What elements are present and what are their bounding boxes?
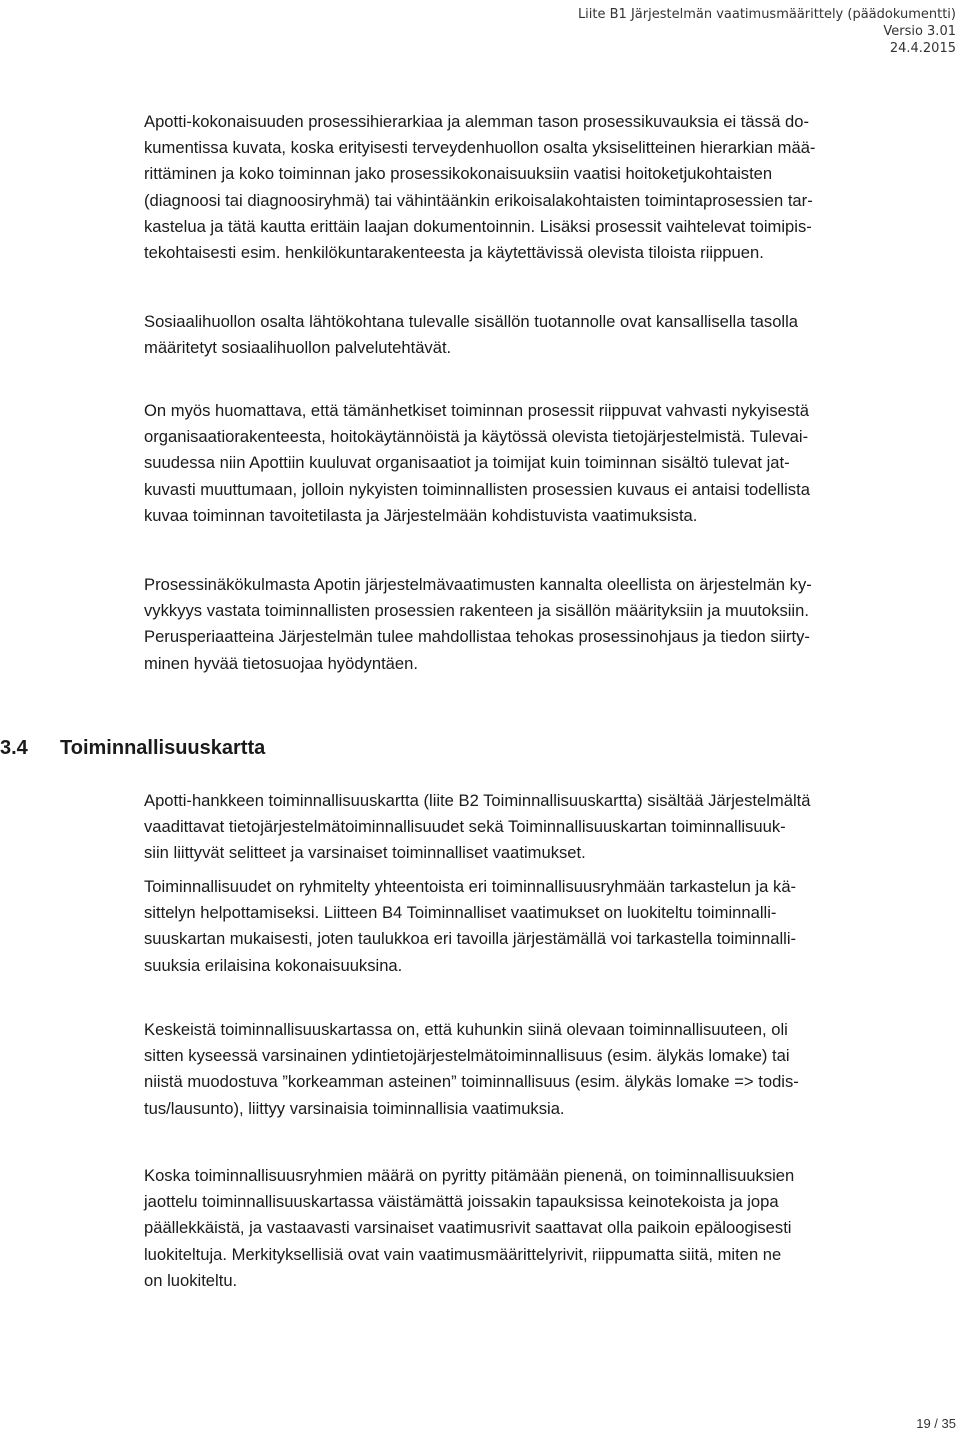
body-paragraph: Apotti-kokonaisuuden prosessihierarkiaa ja alemman tason prosessikuvauksia ei tässä do- kumentissa kuvata, koska erityisesti terveydenhuollon osalta yksiselitteinen hierarkian mää- rittäminen ja koko toiminnan jako prosessikokonaisuuksiin vaatisi hoitoketjukohtaisten (diagnoosi tai diagnoosiryhmä) tai vähintäänkin erikoisalakohtaisten toimintaprosessien tar- kastelua ja tätä kautta erittäin laajan dokumentoinnin. Lisäksi prosessit vaihtelevat toimipis- tekohtaisesti esim. henkilökuntarakenteesta ja käytettävissä olevista tiloista riippuen.: [144, 112, 816, 263]
body-paragraph-1-block: [144, 109, 957, 266]
body-paragraph: Keskeistä toiminnallisuuskartassa on, että kuhunkin siinä olevaan toiminnallisuuteen, oli sitten kyseessä varsinainen ydintietojärjestelmätoiminnallisuus (esim. älykäs lomake) tai niistä muodostuva ”korkeamman asteinen” toiminnallisuus (esim. älykäs lomake => todis- tus/lausunto), liittyy varsinaisia toiminnallisia vaatimuksia.: [144, 1020, 799, 1118]
page-number: 19 / 35: [916, 1416, 956, 1431]
document-date: 24.4.2015: [889, 41, 956, 56]
section-heading: [0, 734, 950, 762]
section-title: Toiminnallisuuskartta: [60, 737, 266, 759]
body-paragraph-6-block: [144, 874, 957, 979]
body-paragraph-3-block: [144, 398, 957, 529]
document-title: Liite B1 Järjestelmän vaatimusmäärittely (päädokumentti): [577, 7, 956, 22]
body-paragraph-5-block: [144, 788, 957, 867]
body-paragraph-4-block: [144, 572, 957, 677]
body-paragraph: Koska toiminnallisuusryhmien määrä on pyritty pitämään pienenä, on toiminnallisuuksien jaottelu toiminnallisuuskartassa väistämättä joissakin tapauksissa keinotekoista ja jopa päällekkäistä, ja vastaavasti varsinaiset vaatimusrivit saattavat olla paikoin epäloogisesti luokiteltuja. Merkityksellisiä ovat vain vaatimusmäärittelyrivit, riippumatta siitä, miten ne on luokiteltu.: [144, 1166, 795, 1290]
body-paragraph: Toiminnallisuudet on ryhmitelty yhteentoista eri toiminnallisuusryhmään tarkastelun ja kä- sittelyn helpottamiseksi. Liitteen B4 Toiminnalliset vaatimukset on luokiteltu toiminnalli- suuskartan mukaisesti, joten taulukkoa eri tavoilla järjestämällä voi tarkastella toiminnalli- suuksia erilaisina kokonaisuuksina.: [144, 877, 797, 975]
body-paragraph: Apotti-hankkeen toiminnallisuuskartta (liite B2 Toiminnallisuuskartta) sisältää Järjestelmältä vaadittavat tietojärjestelmätoiminnallisuudet sekä Toiminnallisuuskartan toiminnallisuuk- siin liittyvät selitteet ja varsinaiset toiminnalliset vaatimukset.: [144, 791, 811, 863]
body-paragraph-2-block: [144, 309, 957, 361]
document-version: Versio 3.01: [883, 24, 956, 39]
body-paragraph-8-block: [144, 1163, 957, 1294]
body-paragraph-7-block: [144, 1017, 957, 1122]
body-paragraph: Sosiaalihuollon osalta lähtökohtana tulevalle sisällön tuotannolle ovat kansallisella tasolla määritetyt sosiaalihuollon palvelutehtävät.: [144, 312, 799, 358]
body-paragraph: On myös huomattava, että tämänhetkiset toiminnan prosessit riippuvat vahvasti nykyisestä organisaatiorakenteesta, hoitokäytännöistä ja käytössä olevista tietojärjestelmistä. Tulevai- suudessa niin Apottiin kuuluvat organisaatiot ja toimijat kuin toiminnan sisältö tulevat jat- kuvasti muuttumaan, jolloin nykyisten toiminnallisten prosessien kuvaus ei antaisi todellista kuvaa toiminnan tavoitetilasta ja Järjestelmään kohdistuvista vaatimuksista.: [144, 401, 810, 525]
page-header: [578, 6, 956, 57]
section-number: 3.4: [0, 737, 28, 759]
body-paragraph: Prosessinäkökulmasta Apotin järjestelmävaatimusten kannalta oleellista on ärjestelmän ky- vykkyys vastata toiminnallisten prosessien rakenteen ja sisällön määrityksiin ja muutoksiin. Perusperiaatteina Järjestelmän tulee mahdollistaa tehokas prosessinohjaus ja tiedon siirty- minen hyvää tietosuojaa hyödyntäen.: [144, 575, 812, 673]
